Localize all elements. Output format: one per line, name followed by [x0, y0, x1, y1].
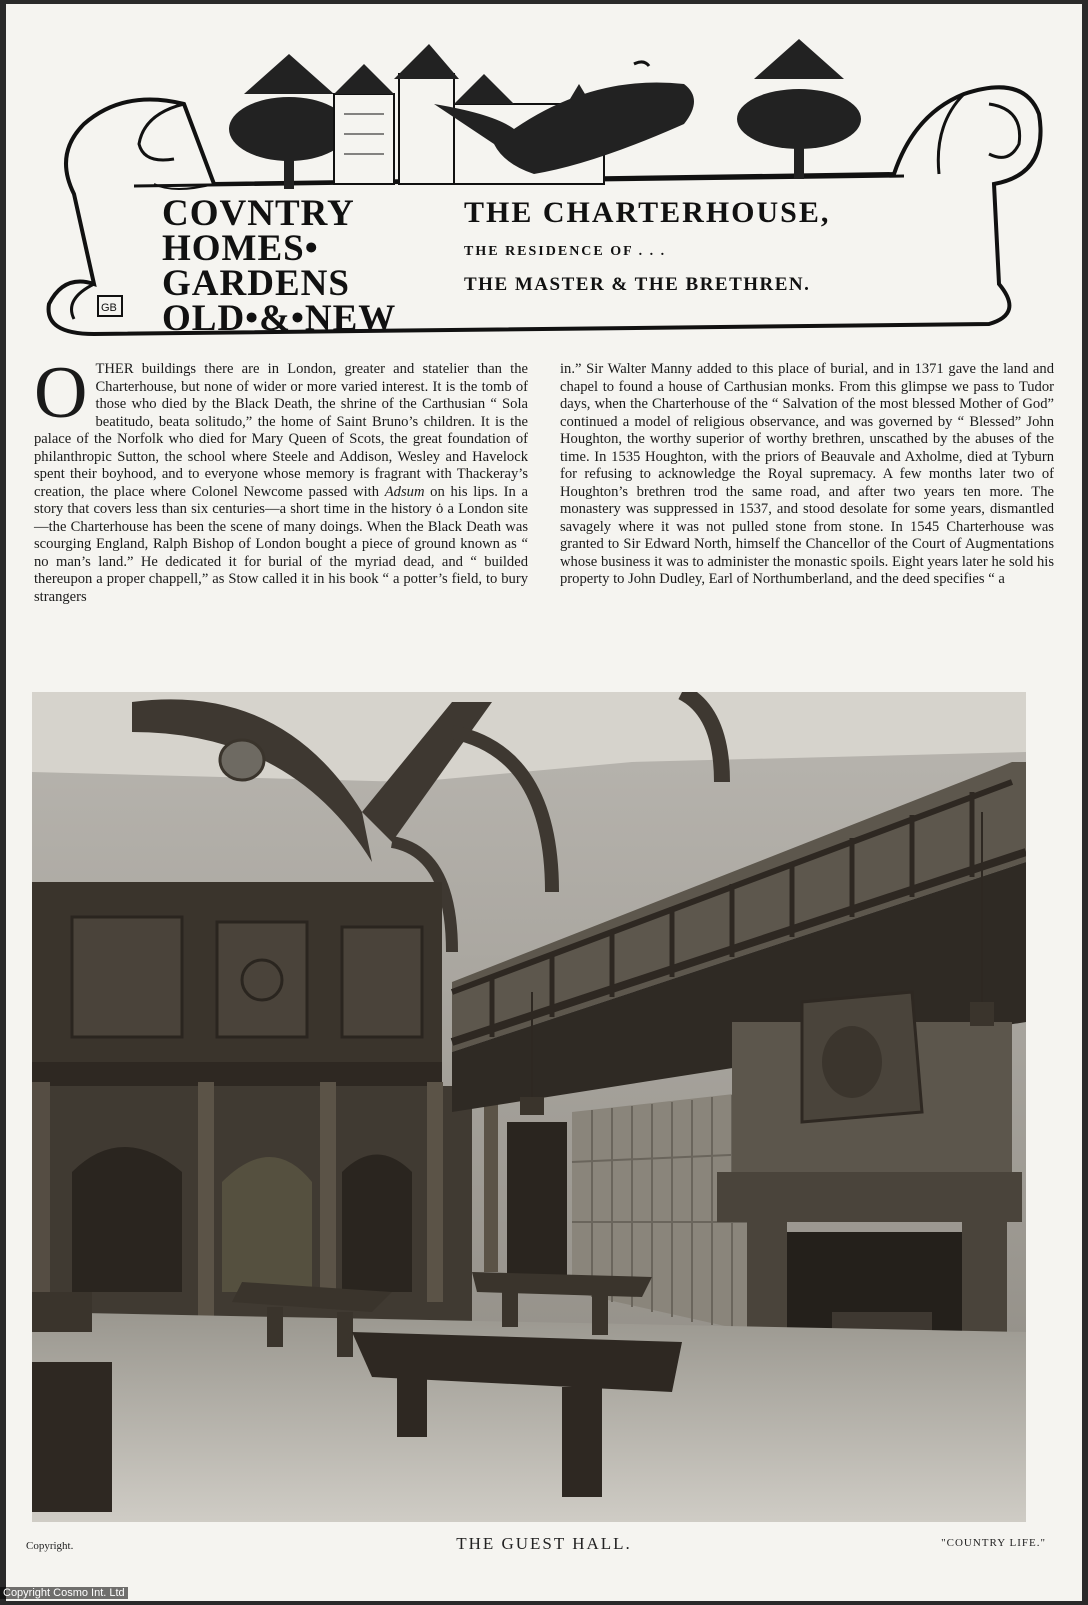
article-column-right: [560, 361, 1054, 589]
photo-credit: "COUNTRY LIFE.": [941, 1537, 1046, 1549]
masthead-line: GARDENS: [162, 263, 350, 304]
article-paragraph: [34, 352, 528, 606]
masthead-title: [162, 193, 452, 339]
photo-caption: THE GUEST HALL.: [456, 1534, 632, 1553]
headline-subtitle-2: THE MASTER & THE BRETHREN.: [464, 274, 811, 295]
watermark: Copyright Cosmo Int. Ltd: [0, 1587, 128, 1599]
svg-text:GB: GB: [101, 302, 117, 314]
article-column-left: [34, 352, 528, 606]
masthead-line: OLD•&•NEW: [162, 298, 397, 339]
photo-copyright: Copyright.: [26, 1540, 74, 1552]
guest-hall-photo: [32, 692, 1026, 1522]
header-banner: [34, 34, 1056, 352]
article-text: THER buildings there are in London, greater and statelier than the Charterhouse, but none of wider or more varied interest. It is the tomb of those who died by the Black Death, the shrine of the Carthusian “ Sola beatitudo, beata solitudo,” the home of Saint Bruno’s children. It is the palace of the Norfolk who died for Mary Queen of Scots, the great foundation of philanthropic Sutton, the school where Steele and Addison, Wesley and Havelock spent their boyhood, and to everyone whose memory is fragrant with Thackeray’s creation, the place where Colonel Newcome passed with: [34, 361, 528, 500]
article-headline: [464, 196, 934, 296]
masthead-line: HOMES•: [162, 228, 319, 269]
drop-cap: O: [34, 352, 88, 434]
headline-title: THE CHARTERHOUSE,: [464, 196, 831, 229]
article-italic: Adsum: [384, 483, 425, 500]
article-paragraph: in.” Sir Walter Manny added to this place of burial, and in 1371 gave the land and chapel to found a house of Carthusian monks. From this glimpse we pass to Tudor days, when the Charterhouse of the “ Salvation of the most blessed Mother of God” continued a model of religious observance, and was governed by “ Blessed” John Houghton, the worthy superior of worthy brethren, unscathed by the abuses of the time. In 1535 Houghton, with the priors of Beauvale and Axholme, died at Tyburn for refusing to acknowledge the Royal supremacy. A few months later two of Houghton’s brethren trod the same road, and after two years ten more. The monastery was suppressed in 1537, and stood desolate for some years, dismantled savagely where it was not pulled stone from stone. In 1545 Charterhouse was granted to Sir Edward North, himself the Chancellor of the Court of Augmentations whose business it was to administer the monastic spoils. Eight years later he sold his property to John Dudley, Earl of Northumberland, and the deed specifies “ a: [560, 361, 1054, 587]
photo-illustration: [32, 692, 1026, 1522]
article-text: on his lips. In a story that covers less than six centuries—a short time in the history ȯ a London site—the Charterhouse has been the scene of many doings. When the Black Death was scourging England, Ralph Bishop of London bought a piece of ground known as “ no man’s land.” He dedicated it for burial of the myriad dead, and “ builded thereupon a proper chappell,” as Stow called it in his book “ a potter’s field, to bury strangers: [34, 483, 528, 605]
magazine-page: [6, 4, 1082, 1601]
masthead-line: COVNTRY: [162, 193, 355, 234]
headline-subtitle: THE RESIDENCE OF . . .: [464, 244, 667, 259]
